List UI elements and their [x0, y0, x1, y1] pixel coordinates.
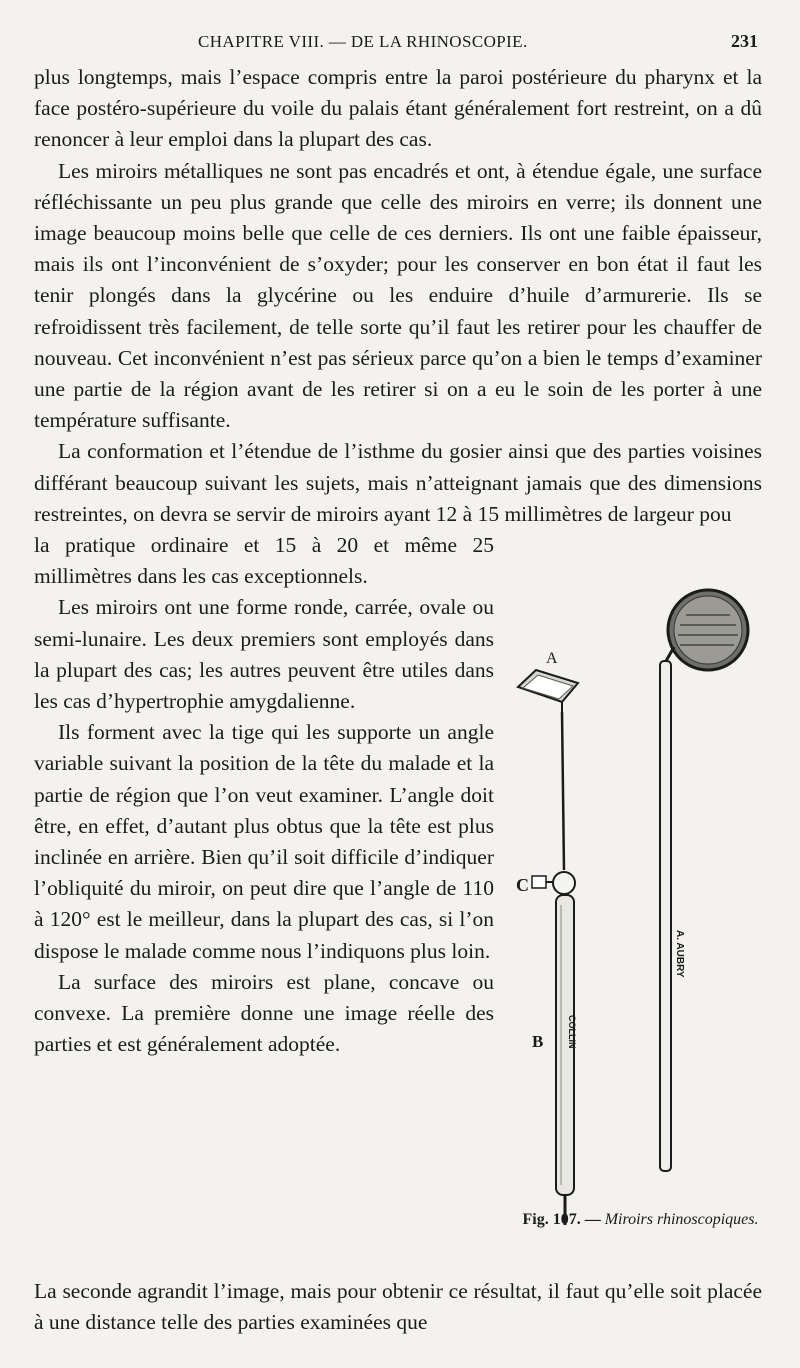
paragraph-3-continued: la pratique ordinaire et 15 à 20 et même 25 millimètres dans les cas exceptionnels. — [34, 533, 494, 589]
engraving-collin: COLLIN — [567, 1015, 577, 1049]
screw-collar — [553, 872, 575, 894]
caption-title: Miroirs rhinoscopiques. — [604, 1211, 759, 1228]
figure-label-c: C — [516, 875, 529, 895]
running-title: CHAPITRE VIII. — DE LA RHINOSCOPIE. — [198, 32, 528, 51]
engraving-aubry: A. AUBRY — [674, 930, 685, 978]
bottom-text — [34, 1276, 762, 1338]
figure-rhinoscopic-mirrors — [490, 585, 780, 1265]
stem-a — [562, 712, 564, 870]
paragraph-6-continued: La seconde agrandit l’image, mais pour obtenir ce résultat, il faut qu’elle soit placée à une distance telle des parties examinées que — [34, 1279, 762, 1335]
paragraph-2: Les miroirs métalliques ne sont pas encadrés et ont, à étendue égale, une surface réfléchissante un peu plus grande que celle des miroirs en verre; ils donnent une image beaucoup moins belle que celle de ces derniers. Ils ont une faible épaisseur, mais ils ont l’inconvénient de s’oxyder; pour les conserver en bon état il faut les tenir plongés dans la glycérine ou les enduire d’huile d’armurerie. Ils se refroidissent très facilement, de telle sorte qu’il faut les retirer pour les chauffer de nouveau. Cet inconvénient n’est pas sérieux parce qu’on a bien le temps d’examiner une partie de la région avant de les retirer si on a eu le soin de les porter à une température suffisante. — [34, 158, 762, 433]
round-mirror-neck — [666, 647, 674, 661]
paragraph-3: La conformation et l’étendue de l’isthme du gosier ainsi que des parties voisines différant beaucoup suivant les sujets, mais n’atteignant jamais que des dimensions restreintes, on devra se servir de miroirs ayant 12 à 15 millimètres de largeur pou — [34, 439, 762, 526]
figure-label-a: A — [546, 650, 558, 667]
screw-head — [532, 876, 546, 888]
caption-number: Fig. 107. — — [522, 1211, 601, 1228]
instrument-round — [660, 590, 748, 1171]
rod — [660, 661, 671, 1171]
page-number: 231 — [731, 31, 758, 51]
paragraph-4: Les miroirs ont une forme ronde, carrée, ovale ou semi-lunaire. Les deux premiers sont employés dans la plupart des cas; les autres peuvent être utiles dans les cas d’hypertrophie amygdalienne. — [34, 595, 494, 714]
instrument-a — [516, 650, 578, 1225]
figure-caption — [508, 1208, 773, 1232]
figure-label-b: B — [532, 1032, 544, 1051]
running-head — [0, 30, 800, 60]
paragraph-5: Ils forment avec la tige qui les supporte un angle variable suivant la position de la tête du malade et la partie de région que l’on veut examiner. L’angle doit être, en effet, d’autant plus obtus que la tête est plus inclinée en arrière. Bien qu’il soit difficile d’indiquer l’obliquité du miroir, on peut dire que l’angle de 110 à 120° est le meilleur, dans la plupart des cas, si l’on dispose le malade comme nous l’indiquons plus loin. — [34, 720, 494, 963]
round-mirror-glass — [674, 596, 742, 664]
paragraph-6: La surface des miroirs est plane, concave ou convexe. La première donne une image réelle des parties et est généralement adoptée. — [34, 969, 494, 1057]
paragraph-1: plus longtemps, mais l’espace compris entre la paroi postérieure du pharynx et la face postéro-supérieure du voile du palais étant généralement fort restreint, on a dû renoncer à leur emploi dans la plupart des cas. — [34, 65, 762, 152]
